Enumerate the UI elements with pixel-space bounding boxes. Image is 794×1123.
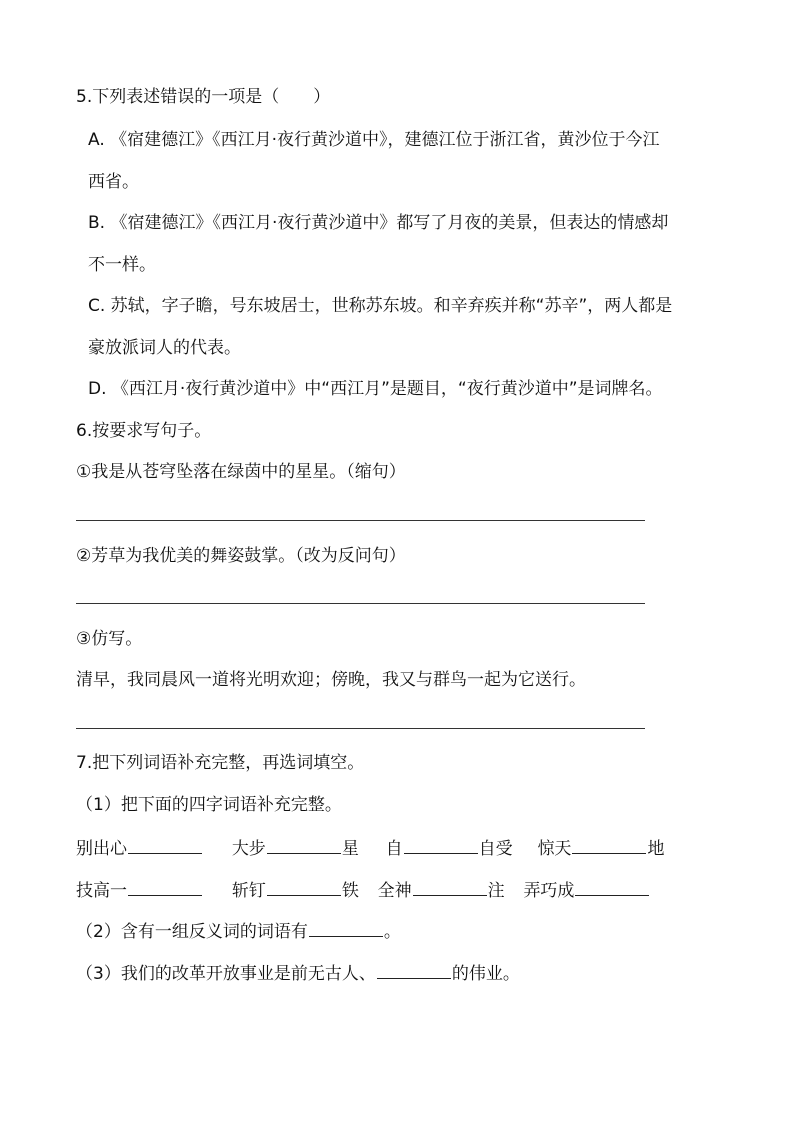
q7-part-3-blank[interactable] xyxy=(377,960,451,979)
q7-part-3-end: 的伟业。 xyxy=(451,964,520,984)
idiom-1-blank[interactable] xyxy=(128,835,202,854)
q6-sentence-3: ③仿写。 xyxy=(76,629,143,649)
idiom-5-blank[interactable] xyxy=(128,877,202,896)
q5-option-a-line2: 西省。 xyxy=(88,172,139,192)
q7-part-2-text: （2）含有一组反义词的词语有 xyxy=(76,922,308,942)
q6-title: 6.按要求写句子。 xyxy=(76,421,212,441)
q5-option-d: D. 《西江月·夜行黄沙道中》中“西江月”是题目，“夜行黄沙道中”是词牌名。 xyxy=(88,379,663,399)
idiom-6-suffix: 铁 xyxy=(341,881,359,901)
answer-line-2[interactable] xyxy=(76,603,645,604)
idiom-row-1 xyxy=(76,835,664,860)
idiom-7-suffix: 注 xyxy=(487,881,505,901)
idiom-row-2 xyxy=(76,877,650,902)
idiom-8-blank[interactable] xyxy=(575,877,649,896)
idiom-3-suffix: 自受 xyxy=(478,839,513,859)
q7-title: 7.把下列词语补充完整，再选词填空。 xyxy=(76,753,365,773)
q5-option-b-line1: B. 《宿建德江》《西江月·夜行黄沙道中》都写了月夜的美景，但表达的情感却 xyxy=(88,213,669,233)
idiom-6-prefix: 斩钉 xyxy=(231,881,266,901)
idiom-8-prefix: 弄巧成 xyxy=(523,881,575,901)
q7-part-2-end: 。 xyxy=(383,922,401,942)
idiom-1-prefix: 别出心 xyxy=(76,839,127,859)
q5-title: 5.下列表述错误的一项是（ ） xyxy=(76,87,331,107)
idiom-5-prefix: 技高一 xyxy=(76,881,127,901)
idiom-6-blank[interactable] xyxy=(267,877,341,896)
idiom-7-blank[interactable] xyxy=(413,877,487,896)
answer-line-3[interactable] xyxy=(76,728,645,729)
idiom-4-suffix: 地 xyxy=(647,839,665,859)
idiom-2-blank[interactable] xyxy=(267,835,341,854)
q6-example-sentence: 清早，我同晨风一道将光明欢迎；傍晚，我又与群鸟一起为它送行。 xyxy=(76,670,586,690)
q5-option-a-line1: A. 《宿建德江》《西江月·夜行黄沙道中》，建德江位于浙江省，黄沙位于今江 xyxy=(88,130,660,150)
idiom-2-suffix: 星 xyxy=(341,839,359,859)
idiom-3-prefix: 自 xyxy=(385,839,403,859)
idiom-4-blank[interactable] xyxy=(572,835,646,854)
q7-part-3 xyxy=(76,960,520,985)
q7-part-3-text: （3）我们的改革开放事业是前无古人、 xyxy=(76,964,376,984)
q6-sentence-2: ②芳草为我优美的舞姿鼓掌。（改为反问句） xyxy=(76,546,406,566)
q7-part-2-blank[interactable] xyxy=(309,918,383,937)
q6-sentence-1: ①我是从苍穹坠落在绿茵中的星星。（缩句） xyxy=(76,462,406,482)
q5-option-c-line1: C. 苏轼，字子瞻，号东坡居士，世称苏东坡。和辛弃疾并称“苏辛”，两人都是 xyxy=(88,296,673,316)
q5-option-c-line2: 豪放派词人的代表。 xyxy=(88,338,241,358)
idiom-7-prefix: 全神 xyxy=(377,881,412,901)
q7-part-2 xyxy=(76,918,401,943)
q7-part-1: （1）把下面的四字词语补充完整。 xyxy=(76,795,342,815)
idiom-3-blank[interactable] xyxy=(404,835,478,854)
answer-line-1[interactable] xyxy=(76,520,645,521)
idiom-4-prefix: 惊天 xyxy=(537,839,572,859)
q5-option-b-line2: 不一样。 xyxy=(88,255,156,275)
idiom-2-prefix: 大步 xyxy=(231,839,266,859)
